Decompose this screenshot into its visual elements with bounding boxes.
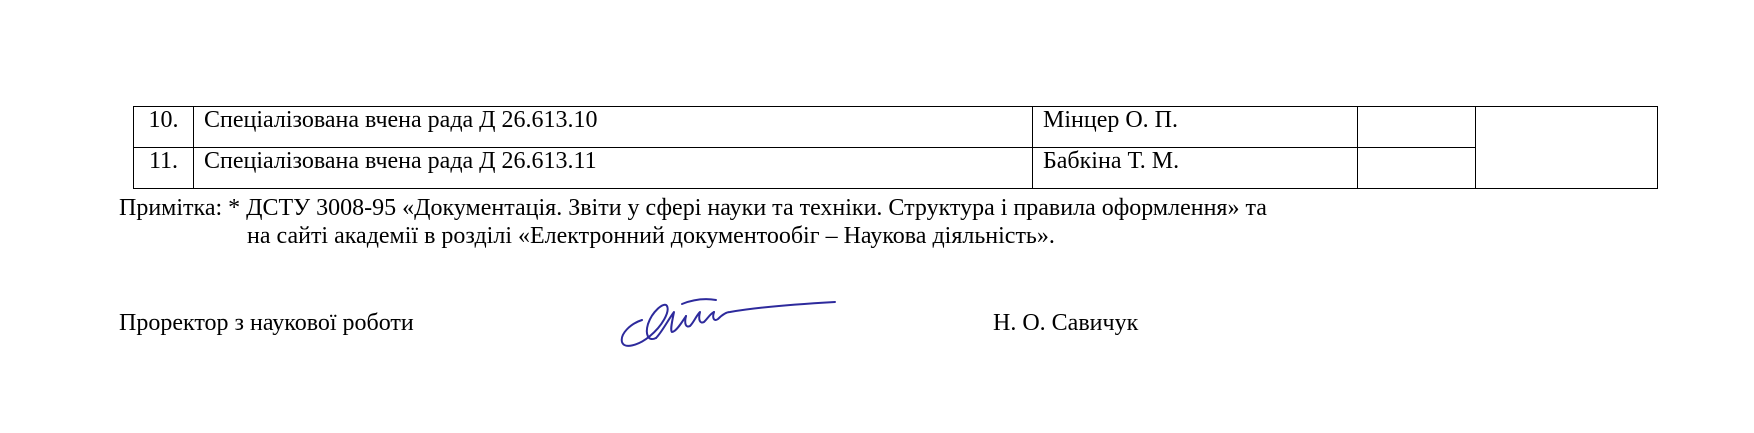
table-row (134, 148, 1658, 189)
empty-cell (1358, 107, 1476, 148)
footnote-line-1: Примітка: * ДСТУ 3008-95 «Документація. Звіти у сфері науки та техніки. Структура і правила оформлення» та (119, 195, 1267, 221)
signatory-title: Проректор з наукової роботи (119, 310, 414, 336)
footnote (119, 194, 1267, 250)
signatory-name: Н. О. Савичук (993, 310, 1139, 336)
empty-merged-cell (1476, 107, 1658, 189)
row-number: 10. (134, 107, 194, 148)
council-name: Спеціалізована вчена рада Д 26.613.10 (194, 107, 1033, 148)
handwritten-signature (612, 282, 837, 352)
table-row (134, 107, 1658, 148)
responsible-person: Бабкіна Т. М. (1033, 148, 1358, 189)
row-number: 11. (134, 148, 194, 189)
responsible-person: Мінцер О. П. (1033, 107, 1358, 148)
footnote-line-2: на сайті академії в розділі «Електронний документообіг – Наукова діяльність». (247, 223, 1055, 249)
council-name: Спеціалізована вчена рада Д 26.613.11 (194, 148, 1033, 189)
registry-table (133, 106, 1658, 189)
empty-cell (1358, 148, 1476, 189)
